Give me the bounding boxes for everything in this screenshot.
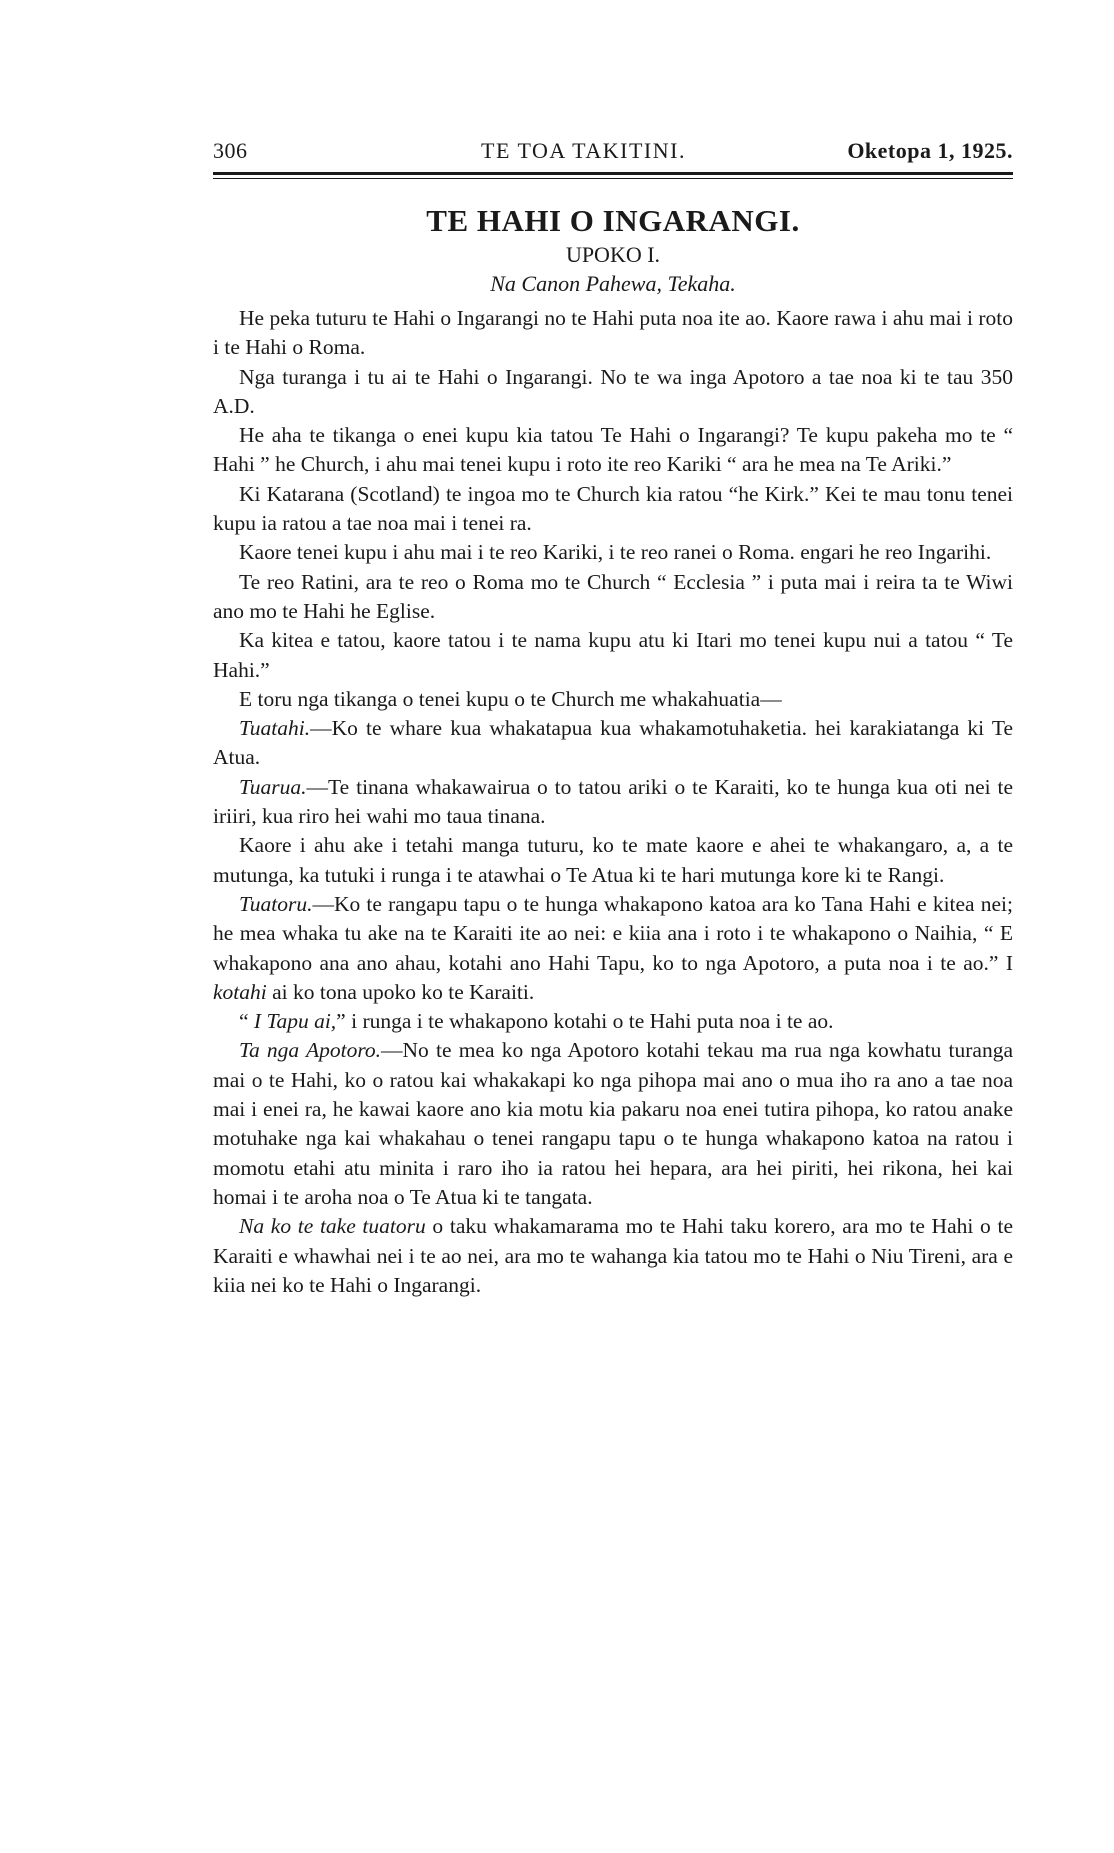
paragraph: Ka kitea e tatou, kaore tatou i te nama kupu atu ki Itari mo tenei kupu nui a tatou “ Te Hahi.” <box>213 628 1013 682</box>
paragraph-text: o taku whakamarama mo te Hahi taku korero, ara mo te Hahi o te Karaiti e whawhai nei i te ao nei, ara mo te wahanga kia tatou mo te Hahi o Niu Tireni, ara e kiia nei ko te Hahi o Ingarangi. <box>213 1214 1013 1297</box>
chapter-heading: UPOKO I. <box>565 242 661 267</box>
paragraph-lead: Tuatahi. <box>239 716 311 741</box>
paragraph: He peka tuturu te Hahi o Ingarangi no te Hahi puta noa ite ao. Kaore rawa i ahu mai i roto i te Hahi o Roma. <box>213 306 1013 360</box>
paragraph-lead: Na ko te take tuatoru <box>239 1214 426 1239</box>
author-line: Na Canon Pahewa, Tekaha. <box>490 271 736 296</box>
paragraph <box>213 1007 1013 1036</box>
paragraph: E toru nga tikanga o tenei kupu o te Church me whakahuatia— <box>239 686 782 711</box>
paragraph-text: ” i runga i te whakapono kotahi o te Hahi puta noa i te ao. <box>336 1009 834 1034</box>
header-rule-thin <box>213 178 1013 179</box>
paragraph: Nga turanga i tu ai te Hahi o Ingarangi. No te wa inga Apotoro a tae noa ki te tau 350 A.D. <box>213 364 1013 418</box>
paragraph: Te reo Ratini, ara te reo o Roma mo te Church “ Ecclesia ” i puta mai i reira ta te Wiwi ano mo te Hahi he Eglise. <box>213 569 1013 623</box>
paragraph-text: —Ko te rangapu tapu o te hunga whakapono katoa ara ko Tana Hahi e kitea nei; he mea whaka tu ake na te Karaiti ite ao nei: e kiia ana i roto i te whakapono o Naihia, “ E whakapono ana ano ahau, kotahi ano Hahi Tapu, ko to nga Apotoro, a puta noa i te ao.” I <box>213 891 1013 975</box>
paragraph <box>213 890 1013 1007</box>
paragraph: He aha te tikanga o enei kupu kia tatou Te Hahi o Ingarangi? Te kupu pakeha mo te “ Hahi ” he Church, i ahu mai tenei kupu i roto ite reo Kariki “ ara he mea na Te Ariki.” <box>213 423 1013 477</box>
paragraph-lead: Ta nga Apotoro. <box>239 1038 382 1063</box>
emphasis-phrase: I Tapu ai, <box>253 1009 337 1034</box>
paragraph-text: —Ko te whare kua whakatapua kua whakamotuhaketia. hei karakiatanga ki Te Atua. <box>213 716 1013 770</box>
paragraph-text: ai ko tona upoko ko te Karaiti. <box>266 979 535 1004</box>
running-header <box>213 138 1013 170</box>
paragraph-text: —Te tinana whakawairua o to tatou ariki o te Karaiti, ko te hunga kua oti nei te iriiri, kua riro hei wahi mo taua tinana. <box>213 774 1013 829</box>
paragraph: Kaore tenei kupu i ahu mai i te reo Kariki, i te reo ranei o Roma. engari he reo Ingarihi. <box>239 540 992 565</box>
open-quote: “ <box>239 1009 254 1034</box>
paragraph <box>213 1212 1013 1300</box>
paragraph: Kaore i ahu ake i tetahi manga tuturu, ko te mate kaore e ahei te whakangaro, a, a te mutunga, ka tutuki i runga i te atawhai o Te Atua ki te hari mutunga kore ki te Rangi. <box>213 833 1013 887</box>
paragraph-text: —No te mea ko nga Apotoro kotahi tekau ma rua nga kowhatu turanga mai o te Hahi, ko o ratou kai whakakapi ko nga pihopa mai ano o mua iho ra ano a tae noa mai i enei ra, he kawai kaore ano kia motu kia pakaru noa enei tutira pihopa, ko ratou anake motuhake nga kai whakahau o tenei rangapu tapu o te hunga whakapono katoa na ratou i momotu etahi atu minita i raro iho ia ratou hei hepara, ara hei piriti, hei rikona, hei kai homai i te aroha noa o Te Atua ki te tangata. <box>213 1038 1013 1209</box>
article-body <box>213 304 1013 1300</box>
paragraph <box>213 714 1013 773</box>
issue-date: Oketopa 1, 1925. <box>847 138 1013 163</box>
paragraph-lead: Tuarua. <box>239 774 307 799</box>
paragraph <box>213 773 1013 832</box>
paragraph: Ki Katarana (Scotland) te ingoa mo te Church kia ratou “he Kirk.” Kei te mau tonu tenei kupu ia ratou a tae noa mai i tenei ra. <box>213 481 1013 536</box>
paragraph <box>213 1036 1013 1212</box>
page-number: 306 <box>213 138 248 163</box>
article-title: TE HAHI O INGARANGI. <box>426 203 800 238</box>
header-rule-thick <box>213 172 1013 175</box>
paragraph-lead: Tuatoru. <box>239 891 313 916</box>
emphasis-word: kotahi <box>213 979 267 1004</box>
journal-title: TE TOA TAKITINI. <box>481 138 686 163</box>
